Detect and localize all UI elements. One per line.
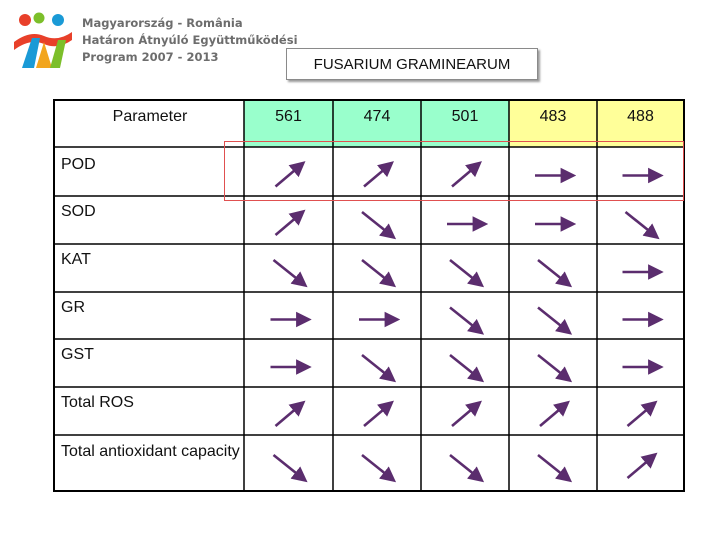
trend-arrow-down <box>538 455 568 479</box>
trend-arrow-down <box>450 308 480 332</box>
trend-arrow-up <box>452 404 478 426</box>
trend-arrow-up <box>628 404 654 426</box>
column-header: 501 <box>451 108 479 125</box>
parameter-header: Parameter <box>112 108 188 125</box>
row-label: POD <box>61 156 96 173</box>
row-label: KAT <box>61 251 91 268</box>
trend-arrow-down <box>450 260 480 284</box>
trend-arrow-up <box>276 404 302 426</box>
trend-arrow-down <box>538 260 568 284</box>
trend-arrow-up <box>452 165 478 187</box>
trend-arrow-down <box>362 260 392 284</box>
column-header: 561 <box>275 108 302 125</box>
column-header: 483 <box>539 108 567 125</box>
trend-arrow-up <box>540 404 566 426</box>
trend-arrow-up <box>364 404 390 426</box>
row-label: Total ROS <box>61 394 134 411</box>
trend-arrow-down <box>274 260 304 284</box>
trend-arrow-up <box>364 165 390 187</box>
trend-arrow-down <box>450 455 480 479</box>
trend-arrow-down <box>450 355 480 379</box>
trend-arrow-down <box>362 355 392 379</box>
table-border <box>54 100 684 491</box>
trend-arrow-down <box>538 308 568 332</box>
trend-arrow-down <box>362 455 392 479</box>
program-line-2: Határon Átnyúló Együttműködési <box>82 33 298 47</box>
trend-arrow-down <box>362 212 392 236</box>
trend-arrow-down <box>626 212 656 236</box>
trend-arrow-down <box>274 455 304 479</box>
column-header: 488 <box>627 108 654 125</box>
trend-arrow-down <box>538 355 568 379</box>
trend-arrow-up <box>276 213 302 235</box>
trend-arrow-up <box>276 165 302 187</box>
row-label: Total antioxidant capacity <box>61 443 240 460</box>
column-header: 474 <box>363 108 391 125</box>
program-line-3: Program 2007 - 2013 <box>82 50 219 64</box>
organism-title: FUSARIUM GRAMINEARUM <box>286 48 538 80</box>
trend-arrow-up <box>628 456 654 478</box>
row-label: SOD <box>61 203 96 220</box>
row-label: GR <box>61 299 85 316</box>
program-line-1: Magyarország - România <box>82 16 243 30</box>
row-label: GST <box>61 346 94 363</box>
